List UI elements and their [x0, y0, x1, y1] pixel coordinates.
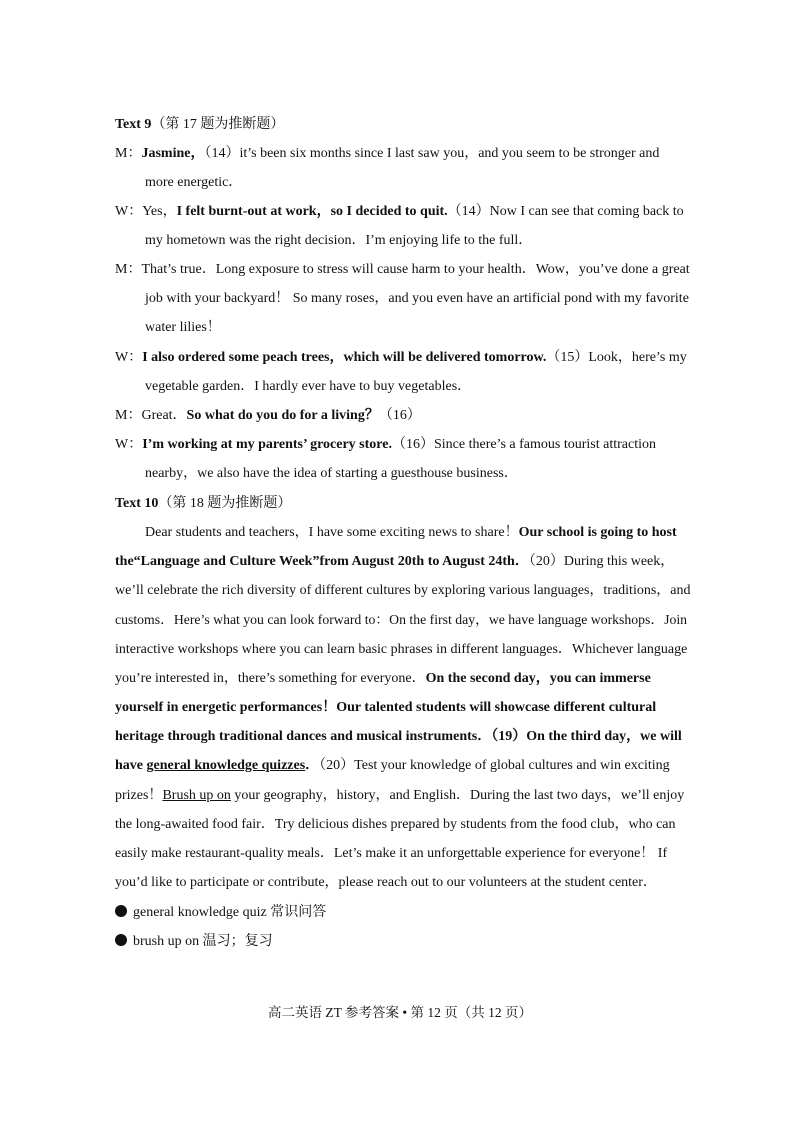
- dialogue-text: water lilies！: [145, 320, 221, 335]
- dialogue-line: [145, 231, 690, 251]
- passage-text: easily make restaurant-quality meals．Let’s make it an unforgettable experience for everyone！ If: [115, 846, 668, 861]
- question-number: （19）: [491, 729, 527, 744]
- bold-text: yourself in energetic performances！Our talented students will showcase different cultural: [115, 700, 657, 715]
- passage-line: [115, 844, 690, 864]
- bold-text: have: [115, 758, 147, 773]
- dialogue-text: （16）: [378, 408, 421, 423]
- passage-text: Dear students and teachers，I have some exciting news to share！: [145, 525, 519, 540]
- bold-text: Jasmine，: [141, 146, 205, 161]
- dialogue-line: [115, 260, 690, 280]
- bold-text: I felt burnt-out at work，so I decided to quit.: [176, 204, 448, 219]
- dialogue-text: （14）it’s been six months since I last saw you，and you seem to be stronger and: [204, 146, 660, 161]
- passage-text: （20）During this week，: [528, 554, 675, 569]
- dialogue-line: [145, 377, 690, 397]
- dialogue-line: [145, 318, 690, 338]
- dialogue-text: （14）Now I can see that coming back to: [447, 204, 684, 219]
- vocab-term: general knowledge quiz: [133, 905, 267, 920]
- text10-heading: [115, 494, 690, 514]
- bold-text: heritage through traditional dances and musical instruments．: [115, 729, 492, 744]
- passage-text: the long-awaited food fair．Try delicious dishes prepared by students from the food club，who can: [115, 817, 676, 832]
- speaker: W：: [115, 204, 143, 219]
- text9-heading: [115, 115, 690, 135]
- vocab-term: brush up on: [133, 934, 200, 949]
- passage-text: interactive workshops where you can learn basic phrases in different languages．Whichever language: [115, 642, 688, 657]
- bold-text: the“Language and Culture Week”from August 20th to August 24th．: [115, 554, 529, 569]
- text10-note: （第 18 题为推断题）: [158, 496, 292, 511]
- dialogue-text: nearby，we also have the idea of starting a guesthouse business．: [145, 466, 518, 481]
- passage-line: [115, 610, 690, 630]
- dialogue-line: [115, 435, 690, 455]
- dialogue-text: Great．: [141, 408, 187, 423]
- bold-text: Our school is going to host: [518, 525, 677, 540]
- dialogue-line: [115, 144, 690, 164]
- speaker: M：: [115, 262, 142, 277]
- bold-text: I’m working at my parents’ grocery store.: [142, 437, 392, 452]
- dialogue-line: [145, 464, 690, 484]
- bold-text: ．: [305, 758, 320, 773]
- dialogue-text: （16）Since there’s a famous tourist attraction: [391, 437, 656, 452]
- passage-line: [115, 698, 690, 718]
- passage-line: [115, 815, 690, 835]
- passage-text: prizes！: [115, 788, 163, 803]
- underlined-term: Brush up on: [162, 788, 231, 803]
- text9-note: （第 17 题为推断题）: [151, 117, 285, 132]
- vocab-translation: 常识问答: [270, 905, 327, 920]
- passage-line: [145, 523, 690, 543]
- dialogue-text: job with your backyard！ So many roses，and you even have an artificial pond with my favorite: [145, 291, 689, 306]
- passage-line: [115, 786, 690, 806]
- dialogue-text: vegetable garden．I hardly ever have to buy vegetables．: [145, 379, 472, 394]
- passage-text: customs．Here’s what you can look forward to：On the first day，we have language workshops．Join: [115, 612, 688, 627]
- dialogue-line: [115, 348, 690, 368]
- dialogue-text: Yes，: [142, 204, 177, 219]
- bold-text: On the second day，you can immerse: [425, 671, 651, 686]
- passage-line: [115, 640, 690, 660]
- vocab-item: [115, 932, 690, 952]
- bold-text: So what do you do for a living？: [186, 408, 379, 423]
- bold-text: I also ordered some peach trees，which will be delivered tomorrow.: [142, 350, 547, 365]
- dialogue-text: my hometown was the right decision．I’m enjoying life to the full．: [145, 233, 533, 248]
- dialogue-text: That’s true．Long exposure to stress will cause harm to your health．Wow，you’ve done a great: [141, 262, 690, 277]
- dialogue-text: （15）Look，here’s my: [546, 350, 687, 365]
- passage-text: you’re interested in，there’s something for everyone．: [115, 671, 426, 686]
- speaker: M：: [115, 146, 142, 161]
- passage-line: [115, 669, 690, 689]
- speaker: W：: [115, 350, 143, 365]
- bold-text: On the third day，we will: [526, 729, 682, 744]
- passage-text: we’ll celebrate the rich diversity of different cultures by exploring various languages，traditions，and: [115, 583, 691, 598]
- passage-line: [115, 873, 690, 893]
- page-footer: 高二英语 ZT 参考答案 • 第 12 页（共 12 页）: [268, 1005, 532, 1020]
- vocab-translation: 温习；复习: [202, 934, 273, 949]
- dialogue-text: more energetic．: [145, 175, 243, 190]
- passage-line: [115, 727, 690, 747]
- speaker: M：: [115, 408, 142, 423]
- passage-text: （20）Test your knowledge of global cultures and win exciting: [319, 758, 670, 773]
- bullet-icon: [115, 934, 127, 946]
- dialogue-line: [145, 173, 690, 193]
- passage-text: you’d like to participate or contribute，please reach out to our volunteers at the student center．: [115, 875, 657, 890]
- text10-title: Text 10: [115, 496, 159, 511]
- vocab-item: [115, 903, 690, 923]
- passage-line: [115, 552, 690, 572]
- dialogue-line: [145, 289, 690, 309]
- passage-text: your geography，history，and English．During the last two days，we’ll enjoy: [230, 788, 685, 803]
- dialogue-line: [115, 406, 690, 426]
- dialogue-line: [115, 202, 690, 222]
- speaker: W：: [115, 437, 143, 452]
- passage-line: [115, 756, 690, 776]
- underlined-term: general knowledge quizzes: [146, 758, 306, 773]
- text9-title: Text 9: [115, 117, 152, 132]
- passage-line: [115, 581, 690, 601]
- bullet-icon: [115, 905, 127, 917]
